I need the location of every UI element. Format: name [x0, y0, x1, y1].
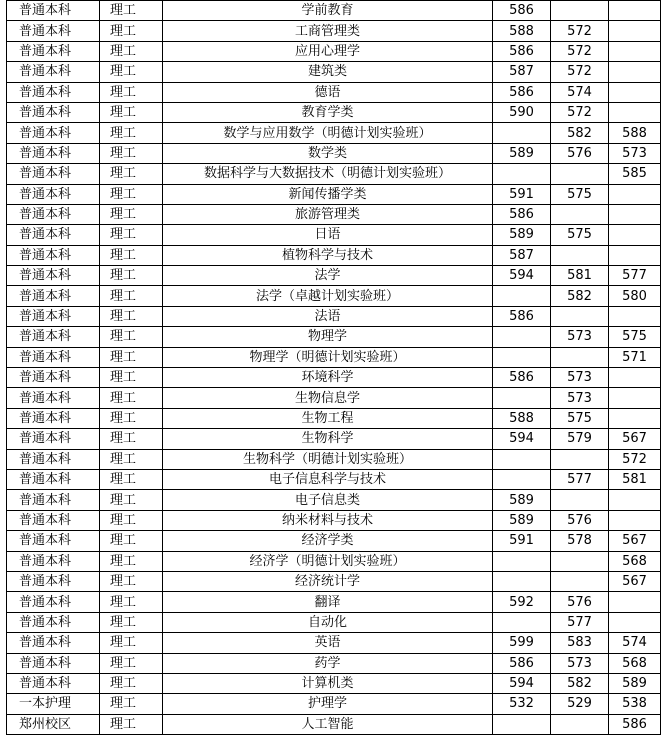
subject-type-cell: 理工: [100, 286, 163, 306]
score-cell-2: 578: [551, 531, 609, 551]
category-cell: 普通本科: [7, 653, 100, 673]
subject-type-cell: 理工: [100, 714, 163, 734]
major-name-cell: 建筑类: [163, 62, 493, 82]
major-name-cell: 电子信息科学与技术: [163, 469, 493, 489]
score-cell-3: [609, 1, 661, 21]
category-cell: 普通本科: [7, 368, 100, 388]
subject-type-cell: 理工: [100, 306, 163, 326]
score-cell-3: [609, 368, 661, 388]
score-cell-3: 568: [609, 551, 661, 571]
score-cell-3: [609, 510, 661, 530]
score-cell-1: 589: [493, 490, 551, 510]
major-name-cell: 工商管理类: [163, 21, 493, 41]
score-cell-1: 591: [493, 531, 551, 551]
major-name-cell: 数学与应用数学（明德计划实验班）: [163, 123, 493, 143]
score-cell-2: 576: [551, 510, 609, 530]
major-name-cell: 法学: [163, 266, 493, 286]
category-cell: 普通本科: [7, 510, 100, 530]
score-cell-1: 589: [493, 510, 551, 530]
table-row: [7, 306, 661, 326]
table-row: [7, 408, 661, 428]
major-name-cell: 学前教育: [163, 1, 493, 21]
major-name-cell: 数据科学与大数据技术（明德计划实验班）: [163, 164, 493, 184]
subject-type-cell: 理工: [100, 673, 163, 693]
category-cell: 普通本科: [7, 449, 100, 469]
score-cell-1: 594: [493, 673, 551, 693]
score-cell-1: 589: [493, 225, 551, 245]
score-cell-1: [493, 469, 551, 489]
score-cell-1: [493, 327, 551, 347]
major-name-cell: 日语: [163, 225, 493, 245]
score-cell-1: 586: [493, 41, 551, 61]
category-cell: 普通本科: [7, 490, 100, 510]
table-row: [7, 347, 661, 367]
table-row: [7, 551, 661, 571]
subject-type-cell: 理工: [100, 429, 163, 449]
score-cell-1: 592: [493, 592, 551, 612]
score-cell-3: 577: [609, 266, 661, 286]
subject-type-cell: 理工: [100, 408, 163, 428]
table-row: [7, 714, 661, 734]
subject-type-cell: 理工: [100, 1, 163, 21]
score-cell-1: 589: [493, 143, 551, 163]
score-cell-1: [493, 347, 551, 367]
score-cell-3: [609, 102, 661, 122]
score-cell-1: 586: [493, 306, 551, 326]
category-cell: 普通本科: [7, 82, 100, 102]
score-cell-3: [609, 592, 661, 612]
table-row: [7, 184, 661, 204]
table-row: [7, 510, 661, 530]
score-cell-1: [493, 551, 551, 571]
major-name-cell: 经济学类: [163, 531, 493, 551]
major-name-cell: 护理学: [163, 694, 493, 714]
score-cell-1: 588: [493, 408, 551, 428]
score-cell-2: 582: [551, 123, 609, 143]
score-cell-1: 587: [493, 62, 551, 82]
category-cell: 普通本科: [7, 41, 100, 61]
major-name-cell: 物理学（明德计划实验班）: [163, 347, 493, 367]
major-name-cell: 教育学类: [163, 102, 493, 122]
score-cell-1: 594: [493, 266, 551, 286]
score-cell-2: [551, 1, 609, 21]
major-name-cell: 生物工程: [163, 408, 493, 428]
table-row: [7, 225, 661, 245]
category-cell: 普通本科: [7, 429, 100, 449]
score-cell-2: 572: [551, 62, 609, 82]
major-name-cell: 自动化: [163, 612, 493, 632]
subject-type-cell: 理工: [100, 225, 163, 245]
table-body: [7, 1, 661, 735]
category-cell: 郑州校区: [7, 714, 100, 734]
table-row: [7, 694, 661, 714]
score-cell-3: 572: [609, 449, 661, 469]
subject-type-cell: 理工: [100, 490, 163, 510]
table-row: [7, 327, 661, 347]
score-cell-3: 573: [609, 143, 661, 163]
major-name-cell: 环境科学: [163, 368, 493, 388]
score-cell-2: 574: [551, 82, 609, 102]
subject-type-cell: 理工: [100, 123, 163, 143]
score-cell-2: 576: [551, 143, 609, 163]
score-cell-2: [551, 490, 609, 510]
score-cell-2: 529: [551, 694, 609, 714]
major-name-cell: 药学: [163, 653, 493, 673]
table-row: [7, 286, 661, 306]
category-cell: 普通本科: [7, 184, 100, 204]
category-cell: 普通本科: [7, 1, 100, 21]
subject-type-cell: 理工: [100, 21, 163, 41]
major-name-cell: 纳米材料与技术: [163, 510, 493, 530]
category-cell: 普通本科: [7, 225, 100, 245]
subject-type-cell: 理工: [100, 143, 163, 163]
subject-type-cell: 理工: [100, 184, 163, 204]
score-cell-2: 575: [551, 184, 609, 204]
category-cell: 普通本科: [7, 21, 100, 41]
major-name-cell: 计算机类: [163, 673, 493, 693]
score-cell-3: 586: [609, 714, 661, 734]
table-row: [7, 245, 661, 265]
subject-type-cell: 理工: [100, 612, 163, 632]
table-row: [7, 204, 661, 224]
score-cell-3: [609, 21, 661, 41]
score-cell-1: [493, 571, 551, 591]
score-cell-3: 574: [609, 633, 661, 653]
score-cell-3: 580: [609, 286, 661, 306]
category-cell: 普通本科: [7, 388, 100, 408]
score-cell-2: 575: [551, 225, 609, 245]
score-cell-2: 573: [551, 388, 609, 408]
score-cell-3: 581: [609, 469, 661, 489]
score-cell-3: 567: [609, 429, 661, 449]
subject-type-cell: 理工: [100, 164, 163, 184]
score-cell-3: 567: [609, 531, 661, 551]
score-cell-3: 567: [609, 571, 661, 591]
score-cell-1: 594: [493, 429, 551, 449]
score-cell-1: [493, 388, 551, 408]
score-cell-2: [551, 204, 609, 224]
table-row: [7, 123, 661, 143]
score-cell-3: 585: [609, 164, 661, 184]
table-row: [7, 82, 661, 102]
table-row: [7, 388, 661, 408]
subject-type-cell: 理工: [100, 245, 163, 265]
subject-type-cell: 理工: [100, 469, 163, 489]
subject-type-cell: 理工: [100, 204, 163, 224]
subject-type-cell: 理工: [100, 531, 163, 551]
score-cell-2: 581: [551, 266, 609, 286]
table-row: [7, 62, 661, 82]
subject-type-cell: 理工: [100, 388, 163, 408]
subject-type-cell: 理工: [100, 592, 163, 612]
major-name-cell: 法语: [163, 306, 493, 326]
score-cell-1: 586: [493, 1, 551, 21]
score-cell-3: 589: [609, 673, 661, 693]
subject-type-cell: 理工: [100, 653, 163, 673]
subject-type-cell: 理工: [100, 62, 163, 82]
category-cell: 普通本科: [7, 123, 100, 143]
score-cell-2: 576: [551, 592, 609, 612]
category-cell: 普通本科: [7, 286, 100, 306]
major-name-cell: 德语: [163, 82, 493, 102]
subject-type-cell: 理工: [100, 510, 163, 530]
score-cell-1: [493, 123, 551, 143]
major-name-cell: 翻译: [163, 592, 493, 612]
score-cell-1: [493, 612, 551, 632]
subject-type-cell: 理工: [100, 102, 163, 122]
major-name-cell: 法学（卓越计划实验班）: [163, 286, 493, 306]
subject-type-cell: 理工: [100, 41, 163, 61]
major-name-cell: 应用心理学: [163, 41, 493, 61]
score-cell-2: 572: [551, 102, 609, 122]
table-row: [7, 612, 661, 632]
score-cell-2: 582: [551, 286, 609, 306]
category-cell: 普通本科: [7, 306, 100, 326]
major-name-cell: 英语: [163, 633, 493, 653]
score-cell-1: 586: [493, 82, 551, 102]
category-cell: 普通本科: [7, 62, 100, 82]
score-cell-3: [609, 204, 661, 224]
score-cell-2: 572: [551, 41, 609, 61]
category-cell: 普通本科: [7, 102, 100, 122]
table-row: [7, 429, 661, 449]
score-cell-2: [551, 714, 609, 734]
score-cell-3: [609, 245, 661, 265]
table-row: [7, 531, 661, 551]
score-cell-3: 588: [609, 123, 661, 143]
score-cell-3: [609, 62, 661, 82]
score-cell-3: [609, 408, 661, 428]
table-row: [7, 653, 661, 673]
major-name-cell: 生物科学: [163, 429, 493, 449]
table-row: [7, 102, 661, 122]
score-cell-2: [551, 347, 609, 367]
table-row: [7, 469, 661, 489]
score-cell-3: [609, 184, 661, 204]
score-cell-3: [609, 82, 661, 102]
table-row: [7, 266, 661, 286]
category-cell: 普通本科: [7, 673, 100, 693]
score-cell-2: 583: [551, 633, 609, 653]
major-name-cell: 经济学（明德计划实验班）: [163, 551, 493, 571]
score-cell-1: [493, 164, 551, 184]
category-cell: 普通本科: [7, 571, 100, 591]
table-row: [7, 673, 661, 693]
score-cell-1: 586: [493, 368, 551, 388]
major-name-cell: 旅游管理类: [163, 204, 493, 224]
table-row: [7, 1, 661, 21]
score-cell-3: [609, 306, 661, 326]
score-cell-2: [551, 571, 609, 591]
score-cell-2: [551, 306, 609, 326]
score-cell-2: [551, 551, 609, 571]
major-name-cell: 人工智能: [163, 714, 493, 734]
major-name-cell: 经济统计学: [163, 571, 493, 591]
score-cell-3: 571: [609, 347, 661, 367]
table-row: [7, 368, 661, 388]
category-cell: 普通本科: [7, 551, 100, 571]
table-row: [7, 41, 661, 61]
category-cell: 普通本科: [7, 408, 100, 428]
score-cell-1: 591: [493, 184, 551, 204]
score-cell-3: [609, 41, 661, 61]
score-cell-2: [551, 245, 609, 265]
admission-score-table: [6, 0, 661, 735]
major-name-cell: 生物科学（明德计划实验班）: [163, 449, 493, 469]
score-cell-3: 538: [609, 694, 661, 714]
score-cell-2: 582: [551, 673, 609, 693]
score-cell-1: 586: [493, 204, 551, 224]
score-cell-2: 573: [551, 368, 609, 388]
table-row: [7, 449, 661, 469]
table-row: [7, 571, 661, 591]
major-name-cell: 数学类: [163, 143, 493, 163]
major-name-cell: 生物信息学: [163, 388, 493, 408]
score-cell-1: 599: [493, 633, 551, 653]
score-cell-2: 579: [551, 429, 609, 449]
score-cell-2: 573: [551, 327, 609, 347]
score-cell-3: [609, 490, 661, 510]
table-row: [7, 490, 661, 510]
score-cell-1: 590: [493, 102, 551, 122]
score-cell-2: [551, 164, 609, 184]
major-name-cell: 物理学: [163, 327, 493, 347]
score-cell-3: [609, 388, 661, 408]
score-cell-2: 572: [551, 21, 609, 41]
subject-type-cell: 理工: [100, 551, 163, 571]
subject-type-cell: 理工: [100, 571, 163, 591]
category-cell: 普通本科: [7, 633, 100, 653]
score-cell-2: 573: [551, 653, 609, 673]
score-table-container: [6, 0, 660, 735]
score-cell-1: 587: [493, 245, 551, 265]
score-cell-3: 568: [609, 653, 661, 673]
category-cell: 普通本科: [7, 612, 100, 632]
score-cell-1: 532: [493, 694, 551, 714]
score-cell-1: 588: [493, 21, 551, 41]
category-cell: 普通本科: [7, 592, 100, 612]
table-row: [7, 164, 661, 184]
table-row: [7, 21, 661, 41]
score-cell-3: [609, 612, 661, 632]
major-name-cell: 电子信息类: [163, 490, 493, 510]
score-cell-1: [493, 714, 551, 734]
score-cell-2: 577: [551, 612, 609, 632]
subject-type-cell: 理工: [100, 82, 163, 102]
subject-type-cell: 理工: [100, 633, 163, 653]
major-name-cell: 植物科学与技术: [163, 245, 493, 265]
subject-type-cell: 理工: [100, 347, 163, 367]
score-cell-2: [551, 449, 609, 469]
subject-type-cell: 理工: [100, 449, 163, 469]
subject-type-cell: 理工: [100, 327, 163, 347]
category-cell: 一本护理: [7, 694, 100, 714]
score-cell-2: 575: [551, 408, 609, 428]
category-cell: 普通本科: [7, 266, 100, 286]
score-cell-1: 586: [493, 653, 551, 673]
subject-type-cell: 理工: [100, 694, 163, 714]
table-row: [7, 592, 661, 612]
table-row: [7, 633, 661, 653]
subject-type-cell: 理工: [100, 368, 163, 388]
subject-type-cell: 理工: [100, 266, 163, 286]
category-cell: 普通本科: [7, 469, 100, 489]
score-cell-1: [493, 286, 551, 306]
score-cell-3: 575: [609, 327, 661, 347]
category-cell: 普通本科: [7, 531, 100, 551]
score-cell-3: [609, 225, 661, 245]
category-cell: 普通本科: [7, 164, 100, 184]
score-cell-2: 577: [551, 469, 609, 489]
category-cell: 普通本科: [7, 327, 100, 347]
table-row: [7, 143, 661, 163]
category-cell: 普通本科: [7, 245, 100, 265]
category-cell: 普通本科: [7, 143, 100, 163]
score-cell-1: [493, 449, 551, 469]
major-name-cell: 新闻传播学类: [163, 184, 493, 204]
category-cell: 普通本科: [7, 204, 100, 224]
category-cell: 普通本科: [7, 347, 100, 367]
